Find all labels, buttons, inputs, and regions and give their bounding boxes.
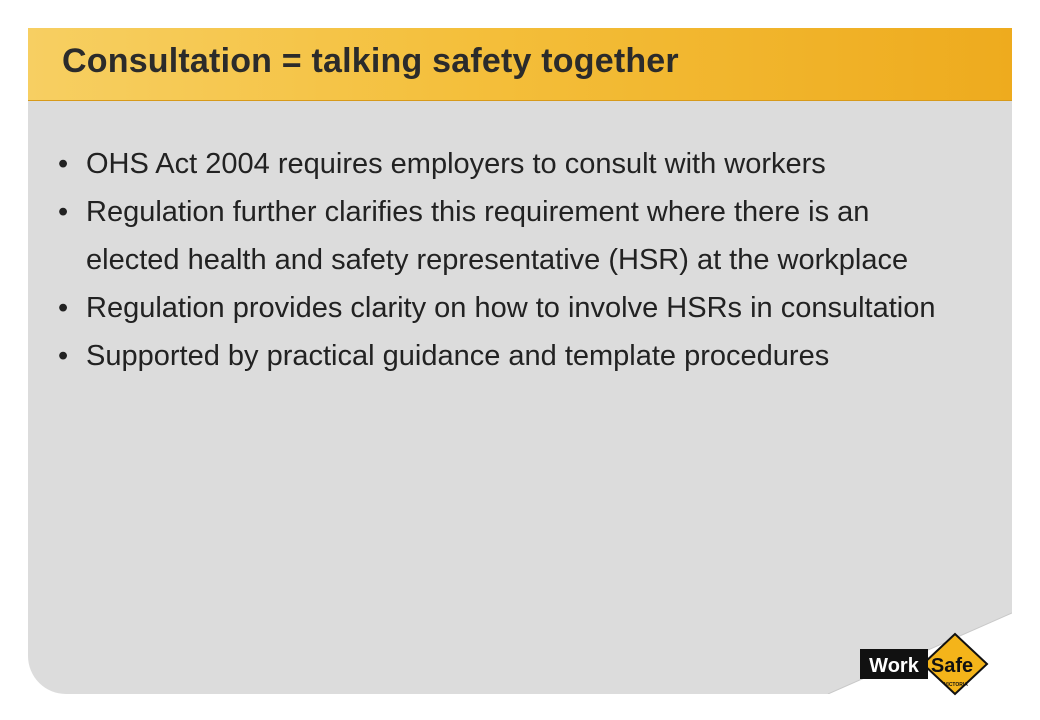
logo-word-left: Work (869, 655, 919, 677)
bullet-text: OHS Act 2004 requires employers to consult with workers (86, 148, 826, 180)
slide-panel (28, 28, 1012, 694)
slide-title: Consultation = talking safety together (62, 42, 679, 80)
logo-subtitle: VICTORIA (944, 682, 968, 688)
corner-fold-decoration (28, 28, 1012, 694)
worksafe-logo (858, 632, 992, 696)
bullet-marker: • (58, 196, 69, 228)
bullet-marker: • (58, 340, 69, 372)
bullet-text: Regulation further clarifies this requirement where there is an elected health and safety representative (HSR) at the workplace (86, 196, 909, 276)
bullet-marker: • (58, 148, 69, 180)
bullet-text: Regulation provides clarity on how to involve HSRs in consultation (86, 292, 936, 324)
bullet-marker: • (58, 292, 69, 324)
logo-word-right: Safe (930, 655, 974, 677)
bullet-text: Supported by practical guidance and template procedures (86, 340, 830, 372)
